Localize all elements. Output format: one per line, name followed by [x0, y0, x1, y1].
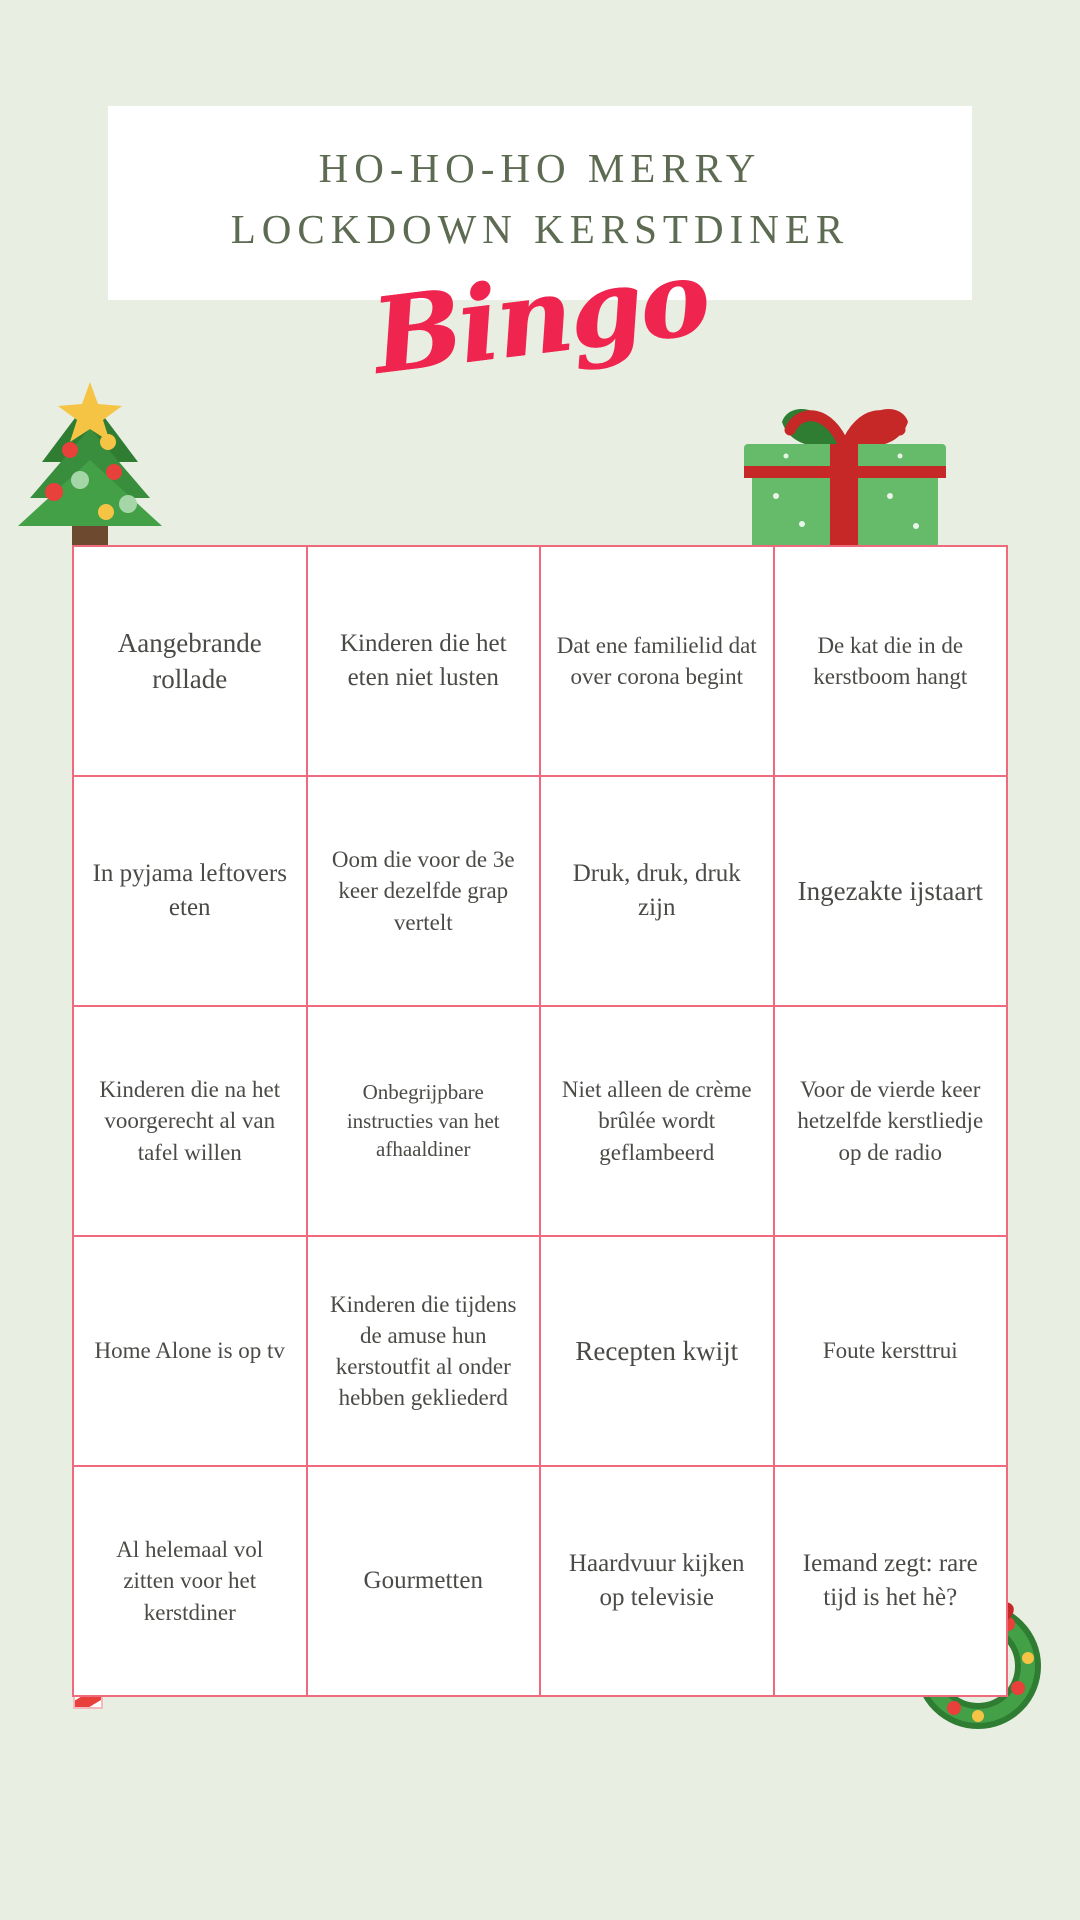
bingo-cell[interactable]: Aangebrande rollade [74, 547, 308, 777]
title-line-1: HO-HO-HO MERRY [318, 145, 762, 191]
gift-box-icon [730, 400, 960, 560]
bingo-cell[interactable]: Druk, druk, druk zijn [541, 777, 775, 1007]
bingo-cell[interactable]: Voor de vierde keer hetzelfde kerstliedje op de radio [775, 1007, 1009, 1237]
bingo-cell[interactable]: Iemand zegt: rare tijd is het hè? [775, 1467, 1009, 1697]
bingo-grid [72, 545, 1008, 1697]
bingo-cell[interactable]: Kinderen die het eten niet lusten [308, 547, 542, 777]
bingo-cell[interactable]: Kinderen die tijdens de amuse hun kerstoutfit al onder hebben gekliederd [308, 1237, 542, 1467]
bingo-cell[interactable]: In pyjama leftovers eten [74, 777, 308, 1007]
bingo-cell[interactable]: De kat die in de kerstboom hangt [775, 547, 1009, 777]
bingo-cell[interactable]: Dat ene familielid dat over corona begint [541, 547, 775, 777]
bingo-cell[interactable]: Recepten kwijt [541, 1237, 775, 1467]
script-subtitle: Bingo [366, 235, 714, 398]
christmas-tree-icon [10, 380, 170, 560]
bingo-cell[interactable]: Ingezakte ijstaart [775, 777, 1009, 1007]
bingo-cell[interactable]: Niet alleen de crème brûlée wordt geflambeerd [541, 1007, 775, 1237]
title-line-2: LOCKDOWN KERSTDINER [230, 205, 850, 252]
bingo-cell[interactable]: Oom die voor de 3e keer dezelfde grap vertelt [308, 777, 542, 1007]
bingo-cell[interactable]: Kinderen die na het voorgerecht al van tafel willen [74, 1007, 308, 1237]
bingo-cell[interactable]: Al helemaal vol zitten voor het kerstdiner [74, 1467, 308, 1697]
bingo-cell[interactable]: Onbegrijpbare instructies van het afhaaldiner [308, 1007, 542, 1237]
bingo-cell[interactable]: Gourmetten [308, 1467, 542, 1697]
bingo-cell[interactable]: Foute kersttrui [775, 1237, 1009, 1467]
bingo-cell[interactable]: Haardvuur kijken op televisie [541, 1467, 775, 1697]
bingo-cell[interactable]: Home Alone is op tv [74, 1237, 308, 1467]
page-title [130, 138, 950, 259]
